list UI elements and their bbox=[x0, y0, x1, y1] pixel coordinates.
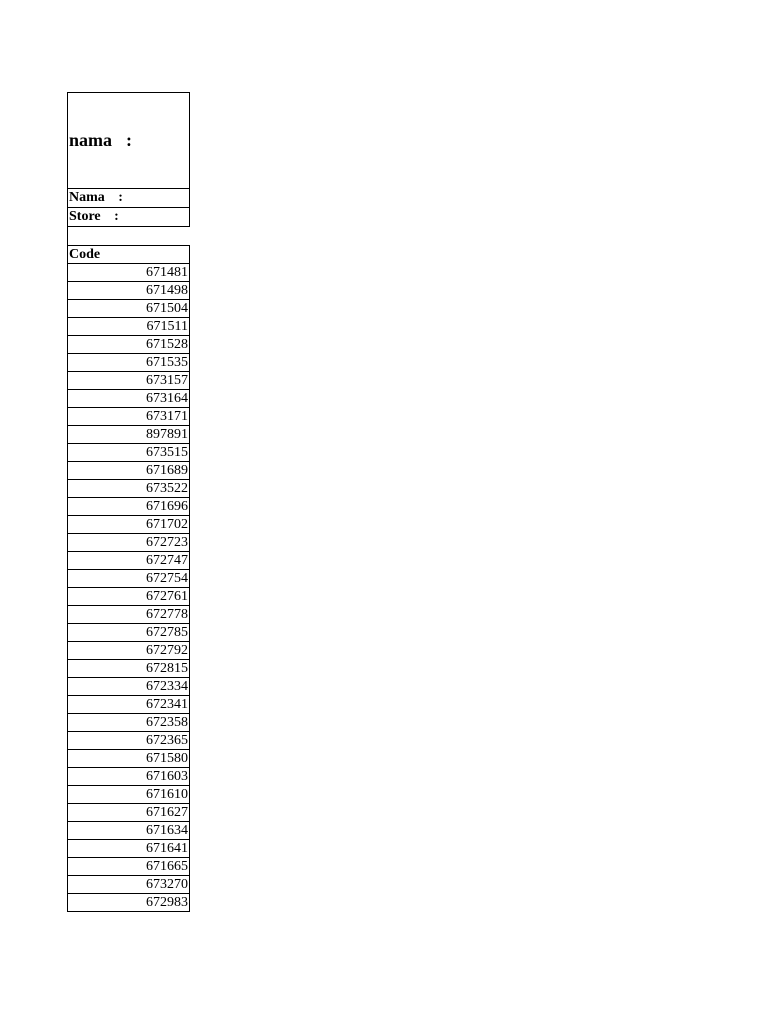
table-row bbox=[68, 750, 190, 768]
code-cell[interactable]: 672334 bbox=[68, 678, 190, 696]
table-row bbox=[68, 642, 190, 660]
table-row bbox=[68, 660, 190, 678]
code-cell[interactable]: 672358 bbox=[68, 714, 190, 732]
table-row bbox=[68, 840, 190, 858]
table-row bbox=[68, 714, 190, 732]
nama-colon: : bbox=[118, 190, 123, 205]
table-row bbox=[68, 804, 190, 822]
store-row[interactable] bbox=[67, 208, 190, 227]
table-row bbox=[68, 588, 190, 606]
table-row bbox=[68, 282, 190, 300]
table-row bbox=[68, 300, 190, 318]
spacer-row bbox=[67, 227, 190, 245]
code-cell[interactable]: 673157 bbox=[68, 372, 190, 390]
table-row bbox=[68, 318, 190, 336]
table-row bbox=[68, 552, 190, 570]
code-cell[interactable]: 671498 bbox=[68, 282, 190, 300]
table-row bbox=[68, 678, 190, 696]
table-row bbox=[68, 858, 190, 876]
codes-body bbox=[68, 264, 190, 912]
table-row bbox=[68, 606, 190, 624]
table-row bbox=[68, 336, 190, 354]
codes-header-row bbox=[68, 246, 190, 264]
title-label: nama bbox=[69, 130, 113, 150]
table-row bbox=[68, 894, 190, 912]
code-cell[interactable]: 671665 bbox=[68, 858, 190, 876]
code-cell[interactable]: 671603 bbox=[68, 768, 190, 786]
code-cell[interactable]: 671528 bbox=[68, 336, 190, 354]
code-cell[interactable]: 671696 bbox=[68, 498, 190, 516]
code-cell[interactable]: 671535 bbox=[68, 354, 190, 372]
table-row bbox=[68, 822, 190, 840]
code-cell[interactable]: 671641 bbox=[68, 840, 190, 858]
table-row bbox=[68, 516, 190, 534]
codes-table bbox=[67, 245, 190, 912]
table-row bbox=[68, 372, 190, 390]
code-cell[interactable]: 671702 bbox=[68, 516, 190, 534]
code-cell[interactable]: 671610 bbox=[68, 786, 190, 804]
code-cell[interactable]: 671634 bbox=[68, 822, 190, 840]
code-cell[interactable]: 672815 bbox=[68, 660, 190, 678]
table-row bbox=[68, 462, 190, 480]
code-cell[interactable]: 672792 bbox=[68, 642, 190, 660]
code-cell[interactable]: 672365 bbox=[68, 732, 190, 750]
code-cell[interactable]: 673164 bbox=[68, 390, 190, 408]
code-cell[interactable]: 671689 bbox=[68, 462, 190, 480]
table-row bbox=[68, 534, 190, 552]
code-cell[interactable]: 672754 bbox=[68, 570, 190, 588]
table-row bbox=[68, 444, 190, 462]
code-cell[interactable]: 673270 bbox=[68, 876, 190, 894]
code-column-header[interactable]: Code bbox=[68, 246, 190, 264]
code-cell[interactable]: 671580 bbox=[68, 750, 190, 768]
store-label: Store bbox=[69, 209, 101, 224]
code-cell[interactable]: 672983 bbox=[68, 894, 190, 912]
nama-row[interactable] bbox=[67, 189, 190, 208]
code-cell[interactable]: 672723 bbox=[68, 534, 190, 552]
code-cell[interactable]: 673171 bbox=[68, 408, 190, 426]
table-row bbox=[68, 696, 190, 714]
table-row bbox=[68, 264, 190, 282]
code-cell[interactable]: 672778 bbox=[68, 606, 190, 624]
code-cell[interactable]: 671627 bbox=[68, 804, 190, 822]
table-row bbox=[68, 768, 190, 786]
store-colon: : bbox=[114, 209, 119, 224]
sheet-block bbox=[67, 92, 190, 912]
table-row bbox=[68, 390, 190, 408]
title-colon: : bbox=[126, 130, 133, 150]
code-cell[interactable]: 671511 bbox=[68, 318, 190, 336]
table-row bbox=[68, 876, 190, 894]
table-row bbox=[68, 498, 190, 516]
table-row bbox=[68, 624, 190, 642]
table-row bbox=[68, 570, 190, 588]
title-cell[interactable] bbox=[67, 92, 190, 189]
table-row bbox=[68, 732, 190, 750]
table-row bbox=[68, 354, 190, 372]
code-cell[interactable]: 673522 bbox=[68, 480, 190, 498]
table-row bbox=[68, 426, 190, 444]
code-cell[interactable]: 897891 bbox=[68, 426, 190, 444]
nama-label: Nama bbox=[69, 190, 105, 205]
code-cell[interactable]: 673515 bbox=[68, 444, 190, 462]
code-cell[interactable]: 672341 bbox=[68, 696, 190, 714]
table-row bbox=[68, 480, 190, 498]
table-row bbox=[68, 408, 190, 426]
code-cell[interactable]: 672747 bbox=[68, 552, 190, 570]
code-cell[interactable]: 672785 bbox=[68, 624, 190, 642]
code-cell[interactable]: 672761 bbox=[68, 588, 190, 606]
code-cell[interactable]: 671481 bbox=[68, 264, 190, 282]
table-row bbox=[68, 786, 190, 804]
code-cell[interactable]: 671504 bbox=[68, 300, 190, 318]
